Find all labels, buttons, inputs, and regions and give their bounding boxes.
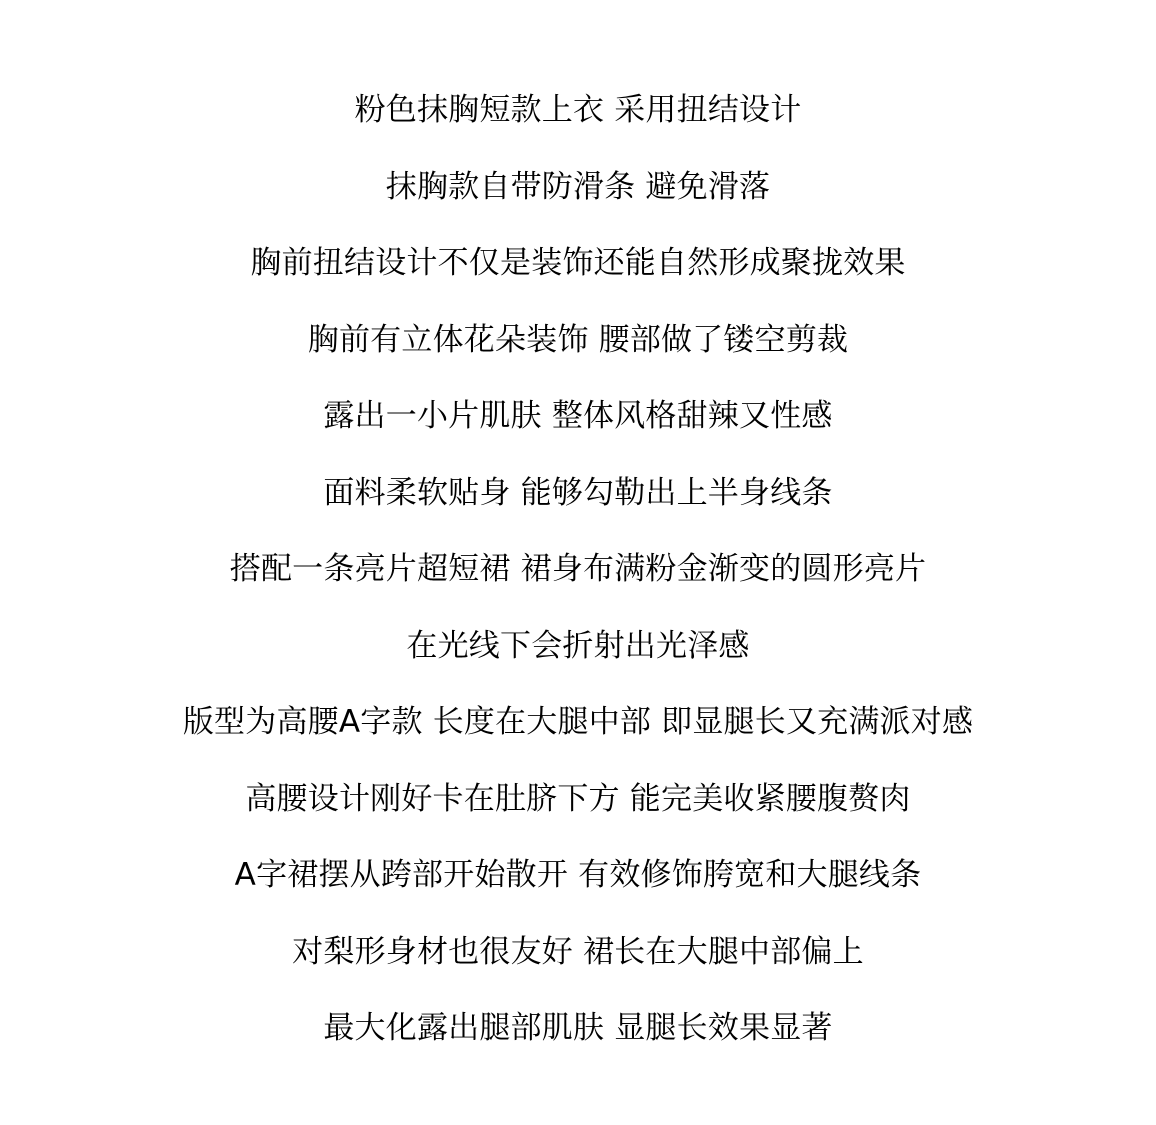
caption-line-7: 搭配一条亮片超短裙 裙身布满粉金渐变的圆形亮片 [229,551,927,587]
caption-line-9: 版型为高腰A字款 长度在大腿中部 即显腿长又充满派对感 [182,704,974,740]
caption-line-12: 对梨形身材也很友好 裙长在大腿中部偏上 [292,933,864,970]
caption-line-5: 露出一小片肌肤 整体风格甜辣又性感 [323,398,833,434]
caption-line-11: A字裙摆从跨部开始散开 有效修饰胯宽和大腿线条 [234,857,922,893]
caption-line-8: 在光线下会折射出光泽感 [406,627,750,664]
caption-line-10: 高腰设计刚好卡在肚脐下方 能完美收紧腰腹赘肉 [245,780,911,817]
caption-line-6: 面料柔软贴身 能够勾勒出上半身线条 [323,474,833,511]
caption-line-4: 胸前有立体花朵装饰 腰部做了镂空剪裁 [307,321,849,358]
caption-text-block [0,72,1156,1067]
caption-line-1: 粉色抹胸短款上衣 采用扭结设计 [354,92,802,128]
caption-line-13: 最大化露出腿部肌肤 显腿长效果显著 [323,1010,833,1046]
caption-line-2: 抹胸款自带防滑条 避免滑落 [385,168,771,205]
caption-line-3: 胸前扭结设计不仅是装饰还能自然形成聚拢效果 [250,245,906,281]
